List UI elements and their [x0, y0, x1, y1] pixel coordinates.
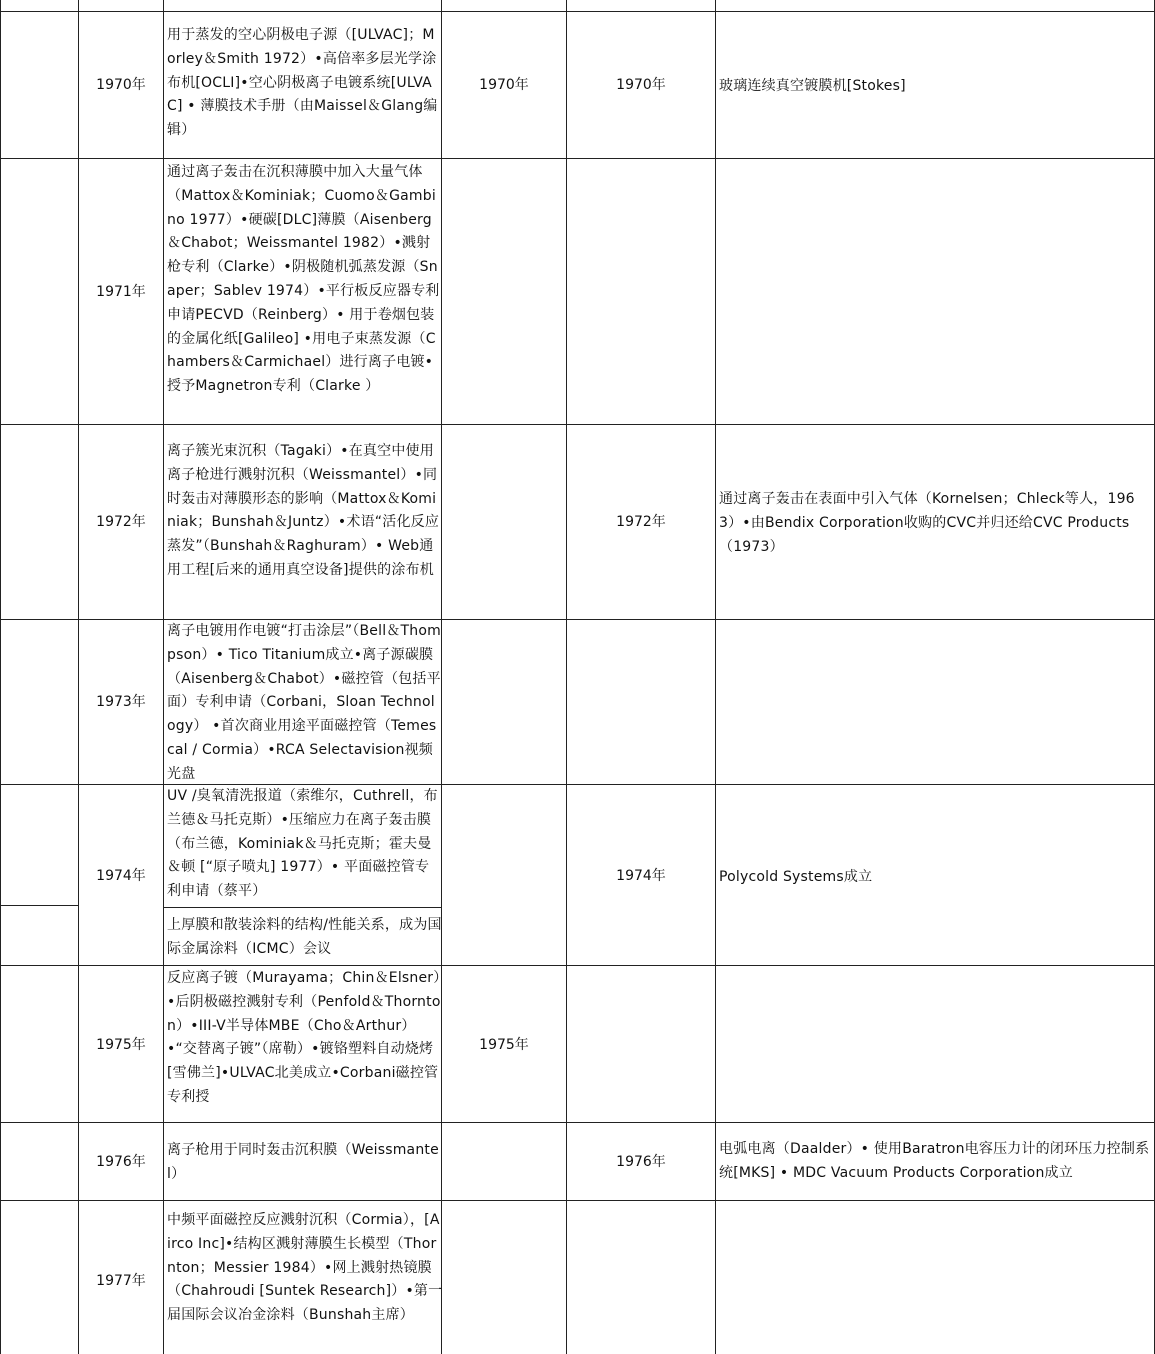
year-cell: 1972年	[616, 514, 666, 530]
table-border-left	[0, 0, 1, 1354]
year-cell: 1976年	[96, 1154, 146, 1170]
row-rule-partial	[0, 905, 78, 906]
event-description: 通过离子轰击在沉积薄膜中加入大量气体（Mattox＆Kominiak；Cuomo＆Gambino 1977）•硬碳[DLC]薄膜（Aisenberg＆Chabot；Weissmantel 1982）•溅射枪专利（Clarke）•阴极随机弧蒸发源（Snaper；Sablev 1974）•平行板反应器专利申请PECVD（Reinberg）• 用于卷烟包装的金属化纸[Galileo] •用电子束蒸发源（Chambers＆Carmichael）进行离子电镀•授予Magnetron专利（Clarke ）	[167, 164, 440, 395]
row-rule	[0, 1200, 1155, 1201]
event-description: UV /臭氧清洗报道（索维尔，Cuthrell，布兰德＆马托克斯）•压缩应力在离子轰击膜（布兰德，Kominiak＆马托克斯；霍夫曼＆顿 [“原子喷丸] 1977）• 平面磁控管专利申请（蔡平）	[167, 788, 438, 900]
event-description: 反应离子镀（Murayama；Chin＆Elsner）•后阴极磁控溅射专利（Penfold＆Thornton）•III-V半导体MBE（Cho＆Arthur）•“交替离子镀”（席勒）•镀铬塑料自动烧烤[雪佛兰]•ULVAC北美成立•Corbani磁控管专利授	[167, 970, 441, 1105]
note-cell	[719, 690, 1151, 720]
row-rule	[0, 158, 1155, 159]
year-cell: 1970年	[96, 77, 146, 93]
note-cell: 通过离子轰击在表面中引入气体（Kornelsen；Chleck等人，1963）•由Bendix Corporation收购的CVC并归还给CVC Products（1973）	[719, 491, 1135, 555]
column-rule	[163, 0, 164, 1354]
year-cell: 1977年	[96, 1273, 146, 1289]
row-rule	[0, 424, 1155, 425]
year-cell: 1974年	[616, 868, 666, 884]
row-rule	[0, 1122, 1155, 1123]
column-rule	[566, 0, 567, 1354]
event-description: 离子枪用于同时轰击沉积膜（Weissmantel）	[167, 1142, 439, 1182]
row-rule	[0, 965, 1155, 966]
year-cell: 1970年	[616, 77, 666, 93]
note-cell: 电弧电离（Daalder）• 使用Baratron电容压力计的闭环压力控制系统[MKS] • MDC Vacuum Products Corporation成立	[719, 1141, 1150, 1181]
column-rule	[78, 0, 79, 1354]
event-description-continued: 上厚膜和散装涂料的结构/性能关系，成为国际金属涂料（ICMC）会议	[167, 917, 442, 957]
year-cell: 1970年	[479, 77, 529, 93]
year-cell: 1976年	[616, 1154, 666, 1170]
year-cell: 1975年	[479, 1037, 529, 1053]
event-description: 中频平面磁控反应溅射沉积（Cormia），[Airco Inc]•结构区溅射薄膜生长模型（Thornton；Messier 1984）•网上溅射热镜膜（Chahroudi [Suntek Research]）•第一届国际会议冶金涂料（Bunshah主席）	[167, 1212, 443, 1324]
year-cell: 1973年	[96, 694, 146, 710]
event-description: 离子簇光束沉积（Tagaki）•在真空中使用离子枪进行溅射沉积（Weissmantel）•同时轰击对薄膜形态的影响（Mattox＆Kominiak；Bunshah＆Juntz）•术语“活化反应蒸发”（Bunshah＆Raghuram）• Web通用工程[后来的通用真空设备]提供的涂布机	[167, 443, 440, 578]
note-cell: 玻璃连续真空镀膜机[Stokes]	[719, 78, 906, 94]
year-cell: 1972年	[96, 514, 146, 530]
event-description: 用于蒸发的空心阴极电子源（[ULVAC]；Morley＆Smith 1972）•高倍率多层光学涂布机[OCLI]•空心阴极离子电镀系统[ULVAC] • 薄膜技术手册（由Maissel＆Glang编辑）	[167, 27, 438, 139]
note-cell	[719, 280, 1151, 310]
year-cell: 1974年	[96, 868, 146, 884]
row-rule-partial	[163, 907, 441, 908]
note-cell	[719, 1033, 1151, 1063]
column-rule	[715, 0, 716, 1354]
year-cell: 1971年	[96, 284, 146, 300]
note-cell: Polycold Systems成立	[719, 869, 873, 885]
note-cell	[719, 1270, 1151, 1300]
event-description: 离子电镀用作电镀“打击涂层”（Bell＆Thompson）• Tico Titanium成立•离子源碳膜（Aisenberg＆Chabot）•磁控管（包括平面）专利申请（Corbani，Sloan Technology） •首次商业用途平面磁控管（Temescal / Cormia）•RCA Selectavision视频光盘	[167, 623, 441, 782]
year-cell: 1975年	[96, 1037, 146, 1053]
row-rule	[0, 11, 1155, 12]
